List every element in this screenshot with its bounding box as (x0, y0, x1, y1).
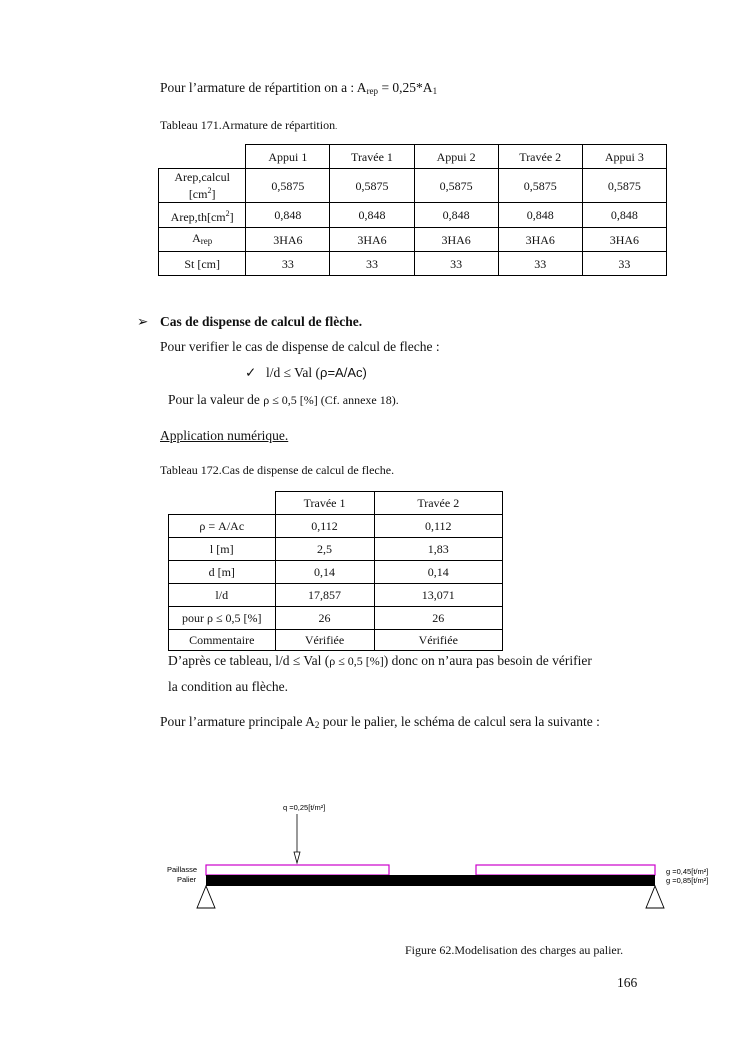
load-diagram (0, 790, 745, 920)
header-cell: Appui 3 (582, 145, 666, 169)
header-cell: Travée 1 (275, 492, 374, 515)
row-label: d [m] (169, 561, 276, 584)
conclusion-text: ) donc on n’aura pas besoin de vérifier (383, 653, 592, 668)
table-header-row (159, 145, 667, 169)
row-label (159, 203, 246, 228)
table-cell: 1,83 (374, 538, 502, 561)
rho-text: Pour la valeur de (168, 392, 264, 407)
header-cell: Travée 2 (498, 145, 582, 169)
table-cell: 0,14 (275, 561, 374, 584)
row-label: l/d (169, 584, 276, 607)
q-load-arrow-icon (294, 852, 300, 863)
row-label: St [cm] (159, 252, 246, 276)
paillasse-load-left (206, 865, 389, 875)
table-header-row (169, 492, 503, 515)
row-label: Commentaire (169, 630, 276, 651)
table-cell: 0,848 (246, 203, 330, 228)
label-sup: 2 (207, 186, 212, 195)
condition-line (266, 365, 367, 381)
main-text: Pour l’armature principale A (160, 714, 315, 729)
header-cell: Appui 1 (246, 145, 330, 169)
palier-label: Palier (177, 875, 197, 884)
table-cell: 0,5875 (582, 169, 666, 203)
row-label (159, 228, 246, 252)
intro-subscript: rep (366, 86, 379, 96)
g2-label: g =0,85[t/m²] (666, 876, 709, 885)
table-cell: 3HA6 (498, 228, 582, 252)
table-row (169, 561, 503, 584)
section-title: Cas de dispense de calcul de flèche. (160, 314, 363, 329)
label-part: Arep,th[cm (170, 209, 226, 224)
row-label: ρ = A/Ac (169, 515, 276, 538)
table-cell: Vérifiée (374, 630, 502, 651)
paillasse-label: Paillasse (167, 865, 198, 874)
header-cell: Travée 1 (330, 145, 414, 169)
table-cell: 0,848 (414, 203, 498, 228)
label-sub: rep (200, 236, 213, 246)
intro-line (160, 80, 437, 96)
main-subscript: 2 (314, 720, 320, 730)
conclusion-line-1 (168, 653, 592, 669)
conclusion-line-2: la condition au flèche. (168, 679, 288, 694)
table-cell: 2,5 (275, 538, 374, 561)
table-cell: 0,5875 (246, 169, 330, 203)
intro-subscript-2: 1 (432, 86, 438, 96)
q-load-label: q =0,25[t/m²] (283, 803, 326, 812)
table-cell: 0,112 (374, 515, 502, 538)
table-171-caption (160, 118, 337, 133)
label-part: ] (211, 187, 216, 201)
g1-label: g =0,45[t/m²] (666, 867, 709, 876)
table-corner (169, 492, 276, 515)
table-cell: 17,857 (275, 584, 374, 607)
table-cell: 26 (374, 607, 502, 630)
table-cell: 3HA6 (414, 228, 498, 252)
caption-dot: . (335, 122, 338, 131)
table-row (169, 584, 503, 607)
label-part: A (192, 231, 201, 245)
paillasse-load-right (476, 865, 655, 875)
table-171 (158, 144, 667, 276)
table-172-caption: Tableau 172.Cas de dispense de calcul de fleche. (160, 463, 395, 477)
table-row (169, 607, 503, 630)
main-text: pour le palier, le schéma de calcul sera la suivante : (319, 714, 600, 729)
table-cell: 3HA6 (330, 228, 414, 252)
table-corner (159, 145, 246, 169)
section-line-1: Pour verifier le cas de dispense de calcul de fleche : (160, 339, 440, 354)
table-row (169, 538, 503, 561)
table-cell: 0,14 (374, 561, 502, 584)
table-row (159, 228, 667, 252)
intro-text: Pour l’armature de répartition on a : A (160, 80, 367, 95)
header-cell: Travée 2 (374, 492, 502, 515)
conclusion-rho: ρ ≤ 0,5 [%] (329, 654, 384, 668)
table-cell: 0,5875 (498, 169, 582, 203)
table-row (159, 252, 667, 276)
table-cell: 3HA6 (582, 228, 666, 252)
table-cell: 33 (330, 252, 414, 276)
table-cell: 26 (275, 607, 374, 630)
table-row (169, 630, 503, 651)
rho-value: ρ ≤ 0,5 [%] (Cf. annexe 18). (263, 393, 399, 407)
rho-line (168, 392, 399, 408)
palier-beam (206, 875, 655, 886)
label-part: Arep,calcul (174, 170, 230, 184)
left-support-icon (197, 886, 215, 908)
checkmark-icon: ✓ (245, 365, 257, 380)
right-support-icon (646, 886, 664, 908)
table-cell: Vérifiée (275, 630, 374, 651)
application-heading: Application numérique. (160, 428, 289, 443)
table-row (159, 203, 667, 228)
row-label (159, 169, 246, 203)
table-cell: 0,5875 (414, 169, 498, 203)
cond-formula: ρ=A/Ac) (320, 365, 367, 380)
table-cell: 33 (498, 252, 582, 276)
header-cell: Appui 2 (414, 145, 498, 169)
cond-text: l/d ≤ Val ( (266, 365, 321, 380)
table-cell: 13,071 (374, 584, 502, 607)
table-172 (168, 491, 503, 651)
main-armature-line (160, 714, 600, 730)
table-cell: 33 (246, 252, 330, 276)
page-number: 166 (617, 975, 638, 990)
label-part: [cm (188, 187, 208, 201)
table-cell: 0,112 (275, 515, 374, 538)
caption-text: Tableau 171.Armature de répartition (160, 118, 336, 132)
conclusion-text: D’après ce tableau, l/d ≤ Val ( (168, 653, 330, 668)
table-row (159, 169, 667, 203)
table-cell: 0,848 (330, 203, 414, 228)
figure-caption: Figure 62.Modelisation des charges au palier. (405, 943, 624, 957)
table-row (169, 515, 503, 538)
table-cell: 33 (414, 252, 498, 276)
table-cell: 0,848 (498, 203, 582, 228)
table-cell: 0,5875 (330, 169, 414, 203)
label-part: ] (229, 209, 234, 224)
table-cell: 3HA6 (246, 228, 330, 252)
row-label: pour ρ ≤ 0,5 [%] (169, 607, 276, 630)
intro-text-mid: = 0,25*A (378, 80, 433, 95)
label-sup: 2 (225, 208, 230, 218)
table-cell: 33 (582, 252, 666, 276)
table-cell: 0,848 (582, 203, 666, 228)
row-label: l [m] (169, 538, 276, 561)
section-bullet-icon: ➢ (137, 314, 149, 329)
